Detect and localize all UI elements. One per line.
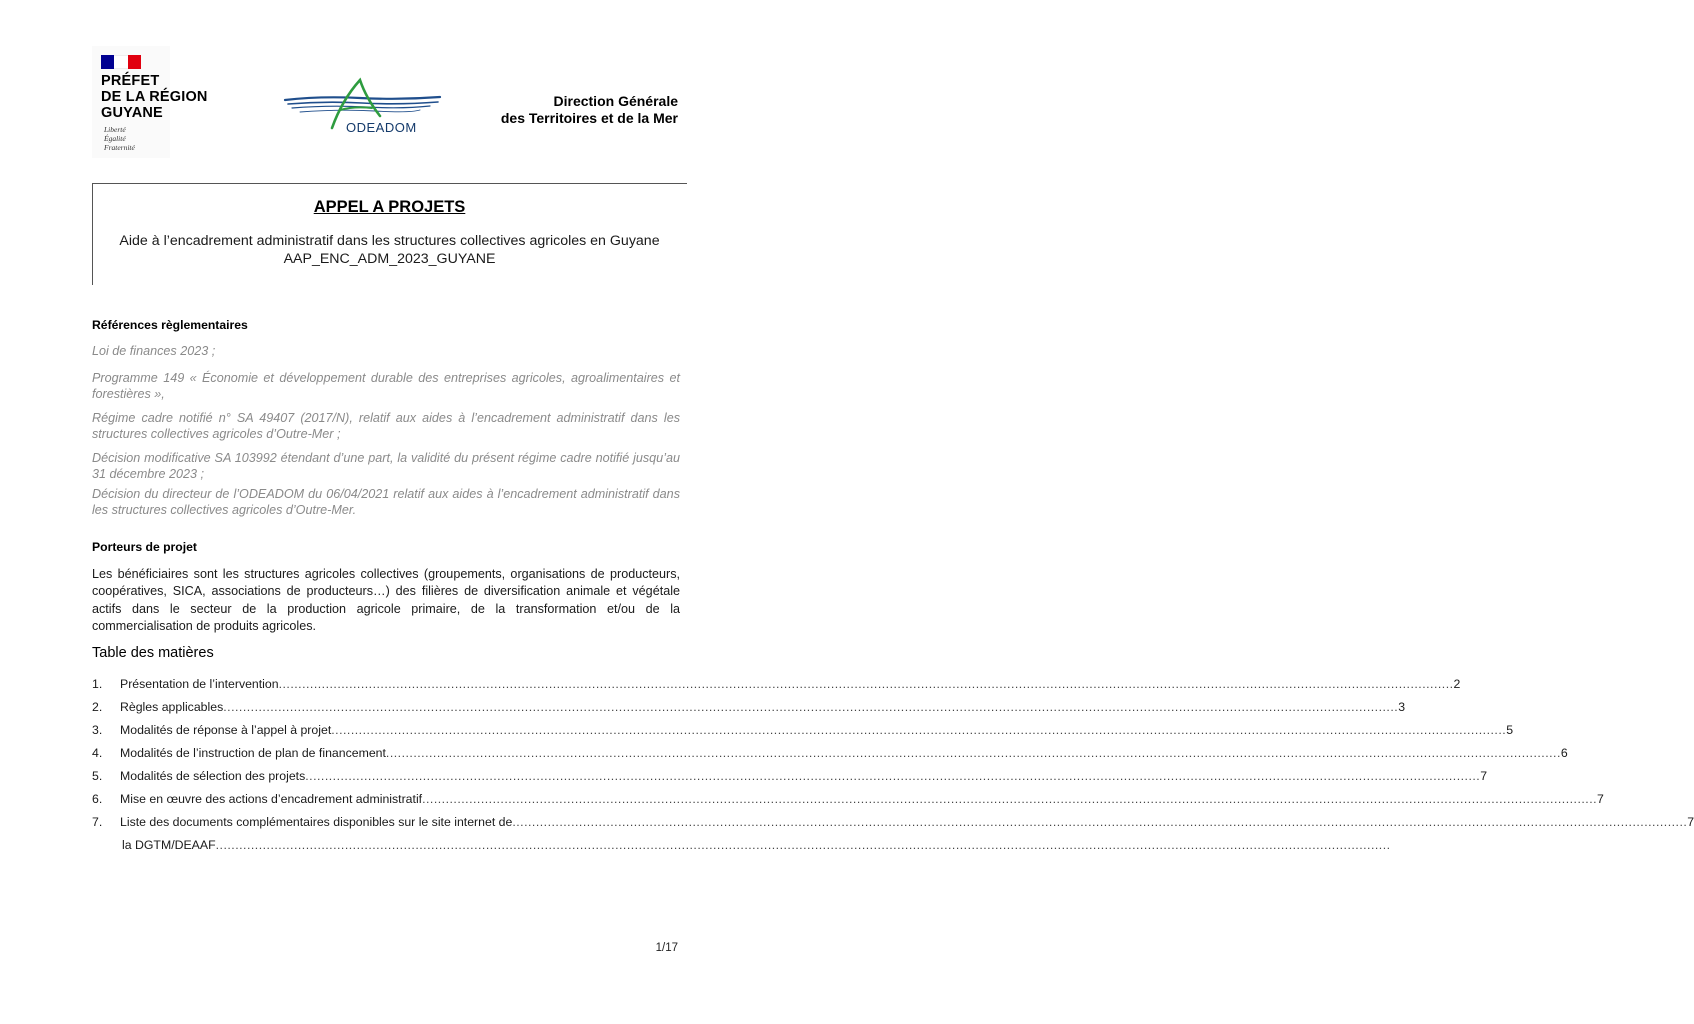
toc-entry-line — [120, 769, 1488, 783]
toc-entry[interactable] — [92, 746, 1568, 762]
direction-line-1: Direction Générale — [553, 93, 678, 109]
toc-entry-title: Règles applicables — [120, 700, 224, 714]
toc-leader-dots: ............................................................................................................................................................................................................................................................................................................ — [215, 838, 1391, 852]
title-frame-top-border — [92, 183, 687, 184]
toc-leader-dots: ............................................................................................................................................................................................................................................................................................................ — [305, 769, 1481, 783]
page-number: 1/17 — [655, 942, 678, 954]
toc-entry-line — [120, 677, 1461, 691]
direction-line-2: des Territoires et de la Mer — [500, 110, 678, 126]
porteurs-heading: Porteurs de projet — [92, 540, 197, 554]
toc-entry-number: 4. — [92, 746, 103, 760]
toc-entry-title: Modalités de réponse à l’appel à projet — [120, 723, 332, 737]
toc-entry[interactable] — [92, 700, 1406, 716]
references-heading: Références règlementaires — [92, 318, 248, 332]
toc-leader-dots: ............................................................................................................................................................................................................................................................................................................ — [512, 815, 1688, 829]
document-subtitle: Aide à l’encadrement administratif dans les structures collectives agricoles en Guyane — [119, 233, 660, 249]
prefet-line-2: DE LA RÉGION — [101, 89, 208, 105]
toc-entry-page: 2 — [1453, 677, 1461, 691]
toc-entry-page: 5 — [1506, 723, 1514, 737]
toc-entry-line — [122, 838, 1391, 852]
toc-entry-title: Modalités de l’instruction de plan de financement — [120, 746, 386, 760]
odeadom-name: ODEADOM — [346, 120, 417, 135]
toc-entry-title: la DGTM/DEAAF — [122, 838, 216, 852]
motto-liberte: Liberté — [104, 125, 126, 134]
toc-entry-line — [120, 700, 1406, 714]
toc-entry[interactable] — [92, 815, 1694, 831]
toc-entry-number: 2. — [92, 700, 103, 714]
porteurs-text: Les bénéficiaires sont les structures agricoles collectives (groupements, organisations de producteurs, coopératives, SICA, associations de producteurs…) des filières de diversification animale et végétale actifs dans le secteur de la production agricole primaire, de la transformation et/ou de la commercialisation de produits agricoles. — [92, 567, 680, 634]
toc-entry-number: 6. — [92, 792, 103, 806]
toc-entry-number: 5. — [92, 769, 103, 783]
toc-entry-line — [120, 723, 1514, 737]
toc-entry[interactable] — [92, 723, 1514, 739]
toc-entry-line — [120, 746, 1568, 760]
prefet-line-1: PRÉFET — [101, 73, 160, 89]
toc-entry-page: 7 — [1480, 769, 1488, 783]
toc-entry-number: 1. — [92, 677, 103, 691]
toc-entry[interactable] — [92, 792, 1604, 808]
toc-entry-number: 7. — [92, 815, 103, 829]
toc-entry-page: 7 — [1597, 792, 1604, 806]
reference-item: Décision du directeur de l’ODEADOM du 06/04/2021 relatif aux aides à l’encadrement administratif dans les structures collectives agricoles d’Outre-Mer. — [92, 487, 680, 517]
toc-entry-page: 6 — [1560, 746, 1568, 760]
prefet-line-3: GUYANE — [101, 105, 163, 121]
document-code: AAP_ENC_ADM_2023_GUYANE — [283, 251, 496, 267]
toc-entry-number: 3. — [92, 723, 103, 737]
toc-entry-line — [120, 815, 1694, 829]
motto-fraternite: Fraternité — [104, 143, 135, 152]
reference-item: Programme 149 « Économie et développement durable des entreprises agricoles, agroalimentaires et forestières », — [92, 371, 680, 401]
toc-entry-title: Liste des documents complémentaires disponibles sur le site internet de — [120, 815, 513, 829]
toc-leader-dots: ............................................................................................................................................................................................................................................................................................................ — [385, 746, 1561, 760]
toc-entry-title: Présentation de l’intervention — [120, 677, 279, 691]
toc-leader-dots: ............................................................................................................................................................................................................................................................................................................ — [331, 723, 1507, 737]
toc-entry[interactable] — [92, 677, 1461, 693]
toc-leader-dots: ............................................................................................................................................................................................................................................................................................................ — [223, 700, 1399, 714]
reference-item: Loi de finances 2023 ; — [92, 344, 216, 358]
toc-entry-line — [120, 792, 1604, 806]
toc-entry-title: Modalités de sélection des projets — [120, 769, 306, 783]
motto-egalite: Égalité — [104, 134, 126, 143]
reference-item: Régime cadre notifié n° SA 49407 (2017/N), relatif aux aides à l’encadrement administratif dans les structures collectives agricoles d’Outre-Mer ; — [92, 411, 680, 441]
toc-leader-dots: ............................................................................................................................................................................................................................................................................................................ — [278, 677, 1454, 691]
toc-entry[interactable] — [92, 838, 1391, 854]
document-title: APPEL A PROJETS — [313, 198, 466, 216]
toc-title: Table des matières — [92, 645, 214, 661]
toc-entry[interactable] — [92, 769, 1488, 785]
toc-entry-title: Mise en œuvre des actions d’encadrement administratif — [120, 792, 423, 806]
toc-leader-dots: ............................................................................................................................................................................................................................................................................................................ — [422, 792, 1598, 806]
marianne-flag-icon — [101, 55, 141, 69]
toc-entry-page: 3 — [1398, 700, 1406, 714]
toc-entry-page: 7 — [1687, 815, 1694, 829]
reference-item: Décision modificative SA 103992 étendant d’une part, la validité du présent régime cadre notifié jusqu’au 31 décembre 2023 ; — [92, 451, 680, 481]
